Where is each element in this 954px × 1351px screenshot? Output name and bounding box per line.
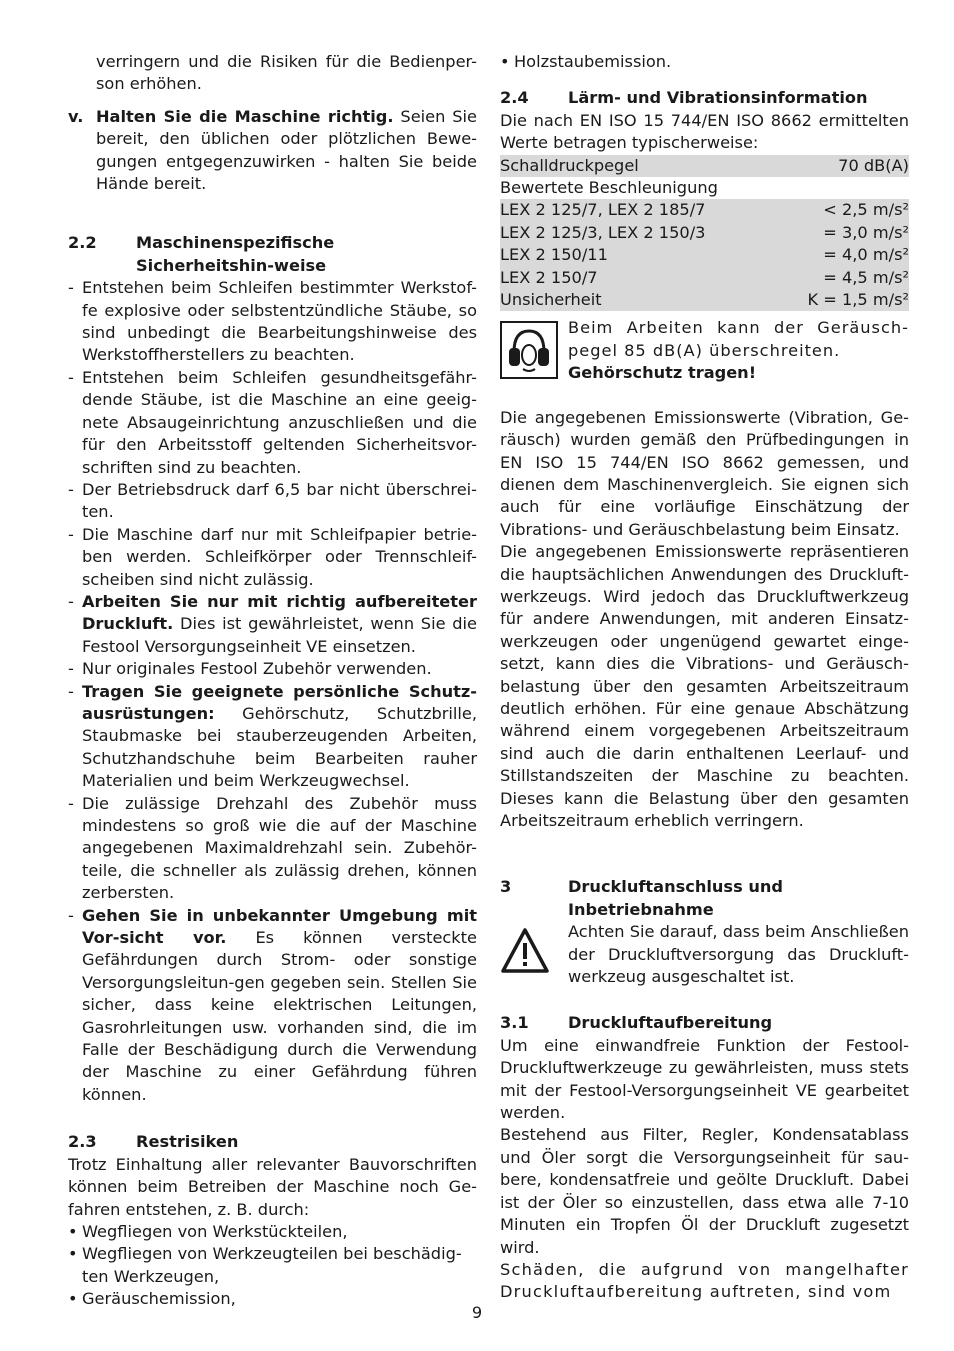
emission-paragraph-1: Die angegebenen Emissionswerte (Vibration, Ge-räusch) wurden gemäß den Prüfbedingungen in EN ISO 15 744/EN ISO 8662 gemessen, und dienen dem Maschinenvergleich. Sie eignen sich auch für eine vorläufige Einschätzung der Vibrations- und Geräuschbelastung beim Einsatz. <box>500 407 909 539</box>
air-treatment-paragraph-1: Um eine einwandfreie Funktion der Festool-Druckluftwerkzeuge zu gewährleisten, muss stets mit der Festool-Versorgungseinheit VE gearbeitet werden. <box>500 1035 909 1123</box>
list-item: - Die zulässige Drehzahl des Zubehör muss mindestens so groß wie die auf der Maschine angegebenen Maximaldrehzahl sein. Zubehör-teile, die schneller als zulässig drehen, können zerbersten. <box>68 793 477 903</box>
section-2-3-intro: Trotz Einhaltung aller relevanter Bauvorschriften können beim Betreiben der Maschine noch Ge-fahren entstehen, z. B. durch: <box>68 1154 477 1219</box>
table-row: LEX 2 125/7, LEX 2 185/7 < 2,5 m/s² <box>500 199 909 221</box>
list-item: • Wegfliegen von Werkstückteilen, <box>68 1221 348 1241</box>
warning-triangle-icon <box>500 927 550 975</box>
list-item: - Gehen Sie in unbekannter Umgebung mit Vor-sicht vor. Es können versteckte Gefährdungen durch Strom- oder sonstige Versorgungsleitun-gen gegeben sein. Stellen Sie sicher, dass keine elektrischen Leitungen, Gasrohrleitungen usw. vorhanden sind, die im Falle der Beschädigung durch die Verwendung der Maschine zu einer Gefährdung führen können. <box>68 905 477 1104</box>
table-row: Bewertete Beschleunigung <box>500 178 718 198</box>
air-treatment-paragraph-3: Schäden, die aufgrund von mangelhafter Druckluftaufbereitung auftreten, sind vom <box>500 1259 909 1302</box>
section-2-3-bullets <box>68 1221 477 1311</box>
list-item: • Holzstaubemission. <box>500 52 672 71</box>
list-item: - Entstehen beim Schleifen gesundheitsgefähr-dende Stäube, ist die Maschine an eine geeig-nete Absaugeinrichtung anzuschließen und die für den Arbeitsstoff geltenden Sicherheitsvor-schriften sind zu beachten. <box>68 367 477 477</box>
list-item: - Arbeiten Sie nur mit richtig aufbereiteter Druckluft. Dies ist gewährleistet, wenn Sie die Festool Versorgungseinheit VE einsetzen. <box>68 591 477 656</box>
table-row: Schalldruckpegel 70 dB(A) <box>500 155 909 177</box>
section-2-2-heading: 2.2 Maschinenspezifische Sicherheitshin-weise <box>68 233 335 275</box>
intro-text: verringern und die Risiken für die Bedienper-son erhöhen. <box>96 52 477 94</box>
section-3-1-heading: 3.1 Druckluftaufbereitung <box>500 1013 773 1033</box>
item-v-bold: Halten Sie die Maschine richtig. <box>96 106 394 126</box>
list-item: • Geräuschemission, <box>68 1289 236 1309</box>
noise-note-bold: Gehörschutz tragen! <box>568 363 757 383</box>
noise-vibration-table <box>500 155 909 312</box>
right-column <box>500 51 909 1304</box>
list-item: - Die Maschine darf nur mit Schleifpapier betrie-ben werden. Schleifkörper oder Trennschleif-scheiben sind nicht zulässig. <box>68 524 477 589</box>
hearing-protection-note <box>500 317 909 384</box>
table-row: LEX 2 150/11 = 4,0 m/s² <box>500 244 909 266</box>
page-number: 9 <box>471 1303 483 1322</box>
section-2-3-heading: 2.3 Restrisiken <box>68 1132 239 1152</box>
list-item: - Der Betriebsdruck darf 6,5 bar nicht überschrei-ten. <box>68 479 477 522</box>
section-2-4-intro: Die nach EN ISO 15 744/EN ISO 8662 ermittelten Werte betragen typischerweise: <box>500 110 909 153</box>
left-column <box>68 51 477 1311</box>
table-row: LEX 2 125/3, LEX 2 150/3 = 3,0 m/s² <box>500 222 909 244</box>
air-treatment-paragraph-2: Bestehend aus Filter, Regler, Kondensatablass und Öler sorgt die Versorgungseinheit für sau-bere, kondensatfreie und geölte Druckluft. Dabei ist der Öler so einzustellen, dass etwa alle 7-10 Minuten ein Tropfen Öl der Druckluft zugesetzt wird. <box>500 1125 909 1257</box>
item-v-text: Seien Sie bereit, den üblichen oder plötzlichen Bewe-gungen entgegenzuwirken - halten Sie beide Hände bereit. <box>96 106 477 194</box>
warning-text: Achten Sie darauf, dass beim Anschließen der Druckluftversorgung das Druckluft-werkzeug ausgeschaltet ist. <box>568 922 909 987</box>
list-item: • Wegfliegen von Werkzeugteilen bei beschädig-ten Werkzeugen, <box>68 1244 462 1286</box>
table-row: Unsicherheit K = 1,5 m/s² <box>500 289 909 311</box>
list-item: - Entstehen beim Schleifen bestimmter Werkstof-fe explosive oder selbstentzündliche Stäube, so sind unbedingt die Bearbeitungshinweise des Werkstoffherstellers zu beachten. <box>68 278 477 365</box>
noise-note-text: Beim Arbeiten kann der Geräusch-pegel 85 dB(A) überschreiten. <box>568 318 909 360</box>
item-v <box>68 106 477 196</box>
list-item: - Tragen Sie geeignete persönliche Schutz-ausrüstungen: Gehörschutz, Schutzbrille, Staubmaske bei stauberzeugenden Arbeiten, Schutzhandschuhe beim Bearbeiten rauher Materialien und beim Werkzeugwechsel. <box>68 681 477 791</box>
table-row: LEX 2 150/7 = 4,5 m/s² <box>500 267 909 289</box>
list-item: - Nur originales Festool Zubehör verwenden. <box>68 659 432 679</box>
section-3-heading: 3 Druckluftanschluss und Inbetriebnahme <box>500 877 783 919</box>
hearing-protection-icon <box>500 321 558 379</box>
section-2-4-heading: 2.4 Lärm- und Vibrationsinformation <box>500 88 868 108</box>
compressed-air-warning <box>500 921 909 988</box>
emission-paragraph-2: Die angegebenen Emissionswerte repräsentieren die hauptsächlichen Anwendungen des Druckluft-werkzeugs. Wird jedoch das Druckluftwerkzeug für andere Anwendungen, mit anderen Einsatz-werkzeugen oder ungenügend gewartet einge-setzt, kann dies die Vibrations- und Geräusch-belastung über den gesamten Arbeitszeitraum deutlich erhöhen. Für eine genaue Abschätzung während einem vorgegebenen Arbeitszeitraum sind auch die darin enthaltenen Leerlauf- und Stillstandszeiten der Maschine zu beachten. Dieses kann die Belastung über den gesamten Arbeitszeitraum erheblich verringern. <box>500 542 909 830</box>
section-2-2-list <box>68 277 477 1106</box>
item-v-marker: v. <box>68 106 84 126</box>
